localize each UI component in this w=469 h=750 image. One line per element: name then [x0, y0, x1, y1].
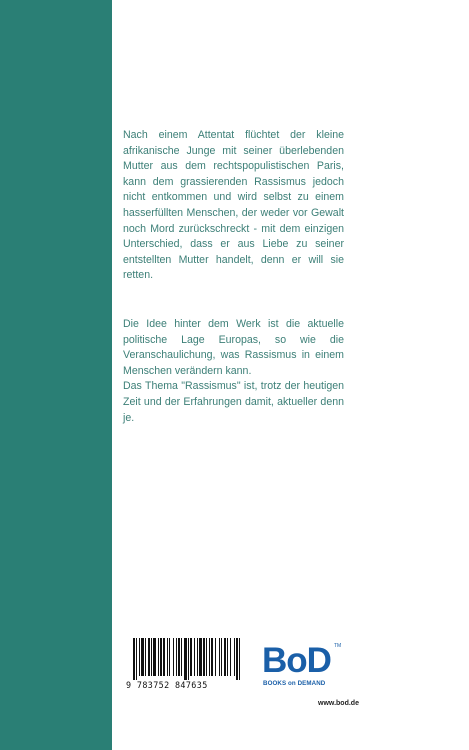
barcode-bar — [230, 638, 231, 676]
barcode-bar — [215, 638, 216, 676]
blurb-idea — [123, 317, 344, 426]
barcode-bar — [169, 638, 170, 676]
isbn-number: 9 783752 847635 — [126, 680, 208, 690]
barcode-bar — [136, 638, 137, 680]
barcode-bar — [148, 638, 150, 676]
barcode-bar — [178, 638, 180, 676]
barcode-bar — [188, 638, 189, 680]
barcode-bar — [176, 638, 177, 676]
blurb-summary — [123, 128, 344, 284]
barcode-bar — [227, 638, 228, 676]
barcode-bars — [124, 636, 246, 680]
barcode-bar — [160, 638, 162, 676]
barcode-bar — [190, 638, 192, 676]
barcode-bar — [145, 638, 146, 676]
book-spine — [0, 0, 112, 750]
barcode-bar — [219, 638, 220, 676]
barcode-bar — [239, 638, 240, 680]
barcode-bar — [151, 638, 152, 676]
barcode-bar — [194, 638, 195, 676]
barcode-bar — [141, 638, 144, 676]
blurb-paragraph-3: Das Thema "Rassismus" ist, trotz der heutigen Zeit und der Erfahrungen damit, aktueller denn je. — [123, 380, 344, 424]
barcode-bar — [236, 638, 238, 680]
blurb-paragraph-1: Nach einem Attentat flüchtet der kleine afrikanische Junge mit seiner überlebenden Mutter aus dem rechtspopulistischen Paris, kann dem grassierenden Rassismus jedoch nicht entkommen und wird selbst zu einem hasserfüllten Menschen, der weder vor Gewalt noch Mord zurückschreckt - mit dem einzigen Unterschied, dass er aus Liebe zu seiner entstellten Mutter handelt, denn er will sie retten. — [123, 129, 344, 282]
blurb-paragraph-2: Die Idee hinter dem Werk ist die aktuelle politische Lage Europas, so wie die Veranschaulichung, was Rassismus in einem Menschen verändern kann. — [123, 318, 344, 377]
barcode-bar — [197, 638, 198, 676]
bod-logo — [262, 643, 342, 695]
barcode-bar — [199, 638, 202, 676]
barcode-bar — [139, 638, 140, 676]
barcode-bar — [206, 638, 207, 676]
barcode-bar — [153, 638, 156, 676]
barcode-bar — [173, 638, 174, 676]
barcode-bar — [221, 638, 222, 676]
barcode-bar — [158, 638, 159, 676]
barcode-bar — [234, 638, 235, 676]
bod-logo-word: BoD — [262, 641, 331, 680]
barcode-bar — [203, 638, 205, 676]
barcode-bar — [211, 638, 213, 676]
publisher-url: www.bod.de — [318, 700, 359, 707]
bod-trademark: TM — [334, 643, 342, 649]
barcode-bar — [181, 638, 182, 676]
isbn-barcode — [124, 636, 246, 692]
barcode-bar — [163, 638, 165, 676]
barcode-bar — [167, 638, 168, 676]
barcode-bar — [184, 638, 187, 680]
barcode-bar — [133, 638, 135, 680]
barcode-bar — [224, 638, 226, 676]
barcode-bar — [209, 638, 210, 676]
bod-tagline: BOOKS on DEMAND — [263, 680, 326, 687]
